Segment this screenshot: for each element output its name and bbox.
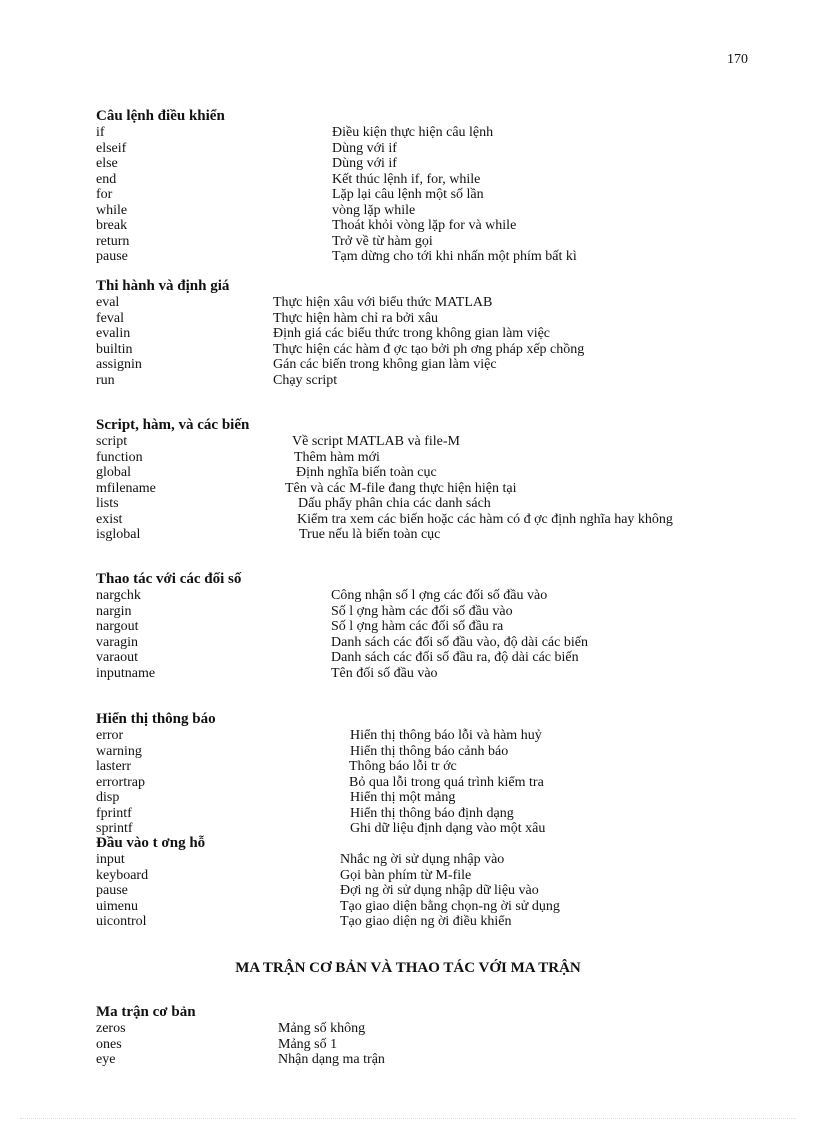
- description: Đợi ng ời sử dụng nhập dữ liệu vào: [340, 883, 539, 898]
- section-scripts-functions: [96, 417, 673, 543]
- list-item: [96, 496, 491, 512]
- list-item: [96, 310, 439, 327]
- list-item: [96, 665, 438, 682]
- description: Ghi dữ liệu định dạng vào một xâu: [350, 821, 546, 836]
- term: return: [96, 233, 130, 249]
- term: errortrap: [96, 774, 145, 790]
- section-heading: Script, hàm, và các biến: [96, 417, 250, 433]
- term: uicontrol: [96, 914, 147, 929]
- description: Gọi bàn phím từ M-file: [340, 867, 472, 883]
- description: Tên và các M-file đang thực hiện hiện tại: [285, 480, 517, 496]
- description: Tạo giao diện bằng chọn-ng ời sử dụng: [340, 898, 560, 914]
- description: Kết thúc lệnh if, for, while: [332, 171, 481, 187]
- list-item: [96, 372, 338, 389]
- description: Định nghĩa biến toàn cục: [296, 465, 437, 480]
- term: sprintf: [96, 821, 133, 836]
- term: function: [96, 449, 143, 465]
- section-evaluation: [96, 278, 585, 388]
- description: True nếu là biến toàn cục: [299, 527, 441, 542]
- term: varagin: [96, 634, 138, 650]
- list-item: [96, 759, 457, 775]
- description: Dùng với if: [332, 156, 397, 171]
- description: Về script MATLAB và file-M: [292, 434, 460, 449]
- list-item: [96, 619, 504, 635]
- description: Nhận dạng ma trận: [278, 1052, 385, 1067]
- term: pause: [96, 883, 128, 898]
- list-item: [96, 326, 551, 342]
- description: Thực hiện xâu với biểu thức MATLAB: [273, 295, 493, 310]
- description: Dùng với if: [332, 140, 397, 156]
- list-item: [96, 1052, 385, 1068]
- section-heading: Câu lệnh điều khiển: [96, 108, 225, 124]
- section-basic-matrices: [96, 1004, 385, 1068]
- term: pause: [96, 249, 128, 264]
- section-control-statements: [96, 108, 577, 265]
- list-item: [96, 774, 544, 791]
- section-messages: [96, 711, 546, 837]
- list-item: [96, 1021, 366, 1037]
- description: Hiển thị một mảng: [350, 790, 456, 805]
- list-item: [96, 233, 433, 250]
- term: for: [96, 187, 113, 202]
- description: Định giá các biểu thức trong không gian làm việc: [273, 326, 551, 341]
- term: if: [96, 125, 105, 140]
- description: Dấu phẩy phân chia các danh sách: [298, 496, 491, 511]
- list-item: [96, 465, 437, 481]
- description: vòng lặp while: [332, 202, 416, 218]
- list-item: [96, 805, 514, 822]
- description: Danh sách các đối số đầu vào, độ dài các biến: [331, 634, 588, 650]
- term: script: [96, 434, 128, 449]
- list-item: [96, 883, 539, 899]
- term: isglobal: [96, 527, 141, 542]
- term: eye: [96, 1052, 116, 1067]
- description: Điều kiện thực hiện câu lệnh: [332, 125, 494, 140]
- description: Gán các biến trong không gian làm việc: [273, 357, 497, 372]
- description: Hiển thị thông báo cảnh báo: [350, 743, 509, 759]
- description: Lặp lại câu lệnh một số lần: [332, 187, 484, 202]
- term: run: [96, 372, 115, 388]
- description: Thoát khỏi vòng lặp for và while: [332, 218, 517, 233]
- list-item: [96, 634, 588, 651]
- description: Tạm dừng cho tới khi nhấn một phím bất kì: [332, 249, 577, 264]
- description: Thực hiện hàm chỉ ra bởi xâu: [273, 310, 439, 326]
- section-heading: Thao tác với các đối số: [96, 571, 242, 587]
- list-item: [96, 790, 456, 806]
- list-item: [96, 341, 585, 358]
- list-item: [96, 1036, 338, 1053]
- term: assignin: [96, 357, 142, 372]
- list-item: [96, 898, 560, 915]
- section-heading: Ma trận cơ bản: [96, 1004, 196, 1020]
- list-item: [96, 511, 673, 528]
- description: Công nhận số l ợng các đối số đầu vào: [331, 588, 548, 603]
- term: ones: [96, 1036, 122, 1052]
- term: evalin: [96, 326, 131, 341]
- description: Nhắc ng ời sử dụng nhập vào: [340, 852, 505, 867]
- list-item: [96, 357, 497, 373]
- term: break: [96, 218, 128, 233]
- list-item: [96, 743, 509, 760]
- description: Thực hiện các hàm đ ợc tạo bởi ph ơng pháp xếp chồng: [273, 341, 585, 357]
- description: Kiểm tra xem các biến hoặc các hàm có đ ợc định nghĩa hay không: [297, 511, 673, 527]
- term: fprintf: [96, 805, 132, 821]
- list-item: [96, 527, 441, 543]
- list-item: [96, 187, 484, 203]
- term: error: [96, 728, 124, 743]
- list-item: [96, 914, 512, 930]
- list-item: [96, 588, 548, 604]
- term: varaout: [96, 650, 138, 665]
- description: Tên đối số đầu vào: [331, 665, 438, 681]
- list-item: [96, 728, 542, 744]
- section-interactive-input: [96, 835, 560, 930]
- description: Thông báo lỗi tr ớc: [349, 759, 457, 774]
- term: warning: [96, 743, 142, 759]
- description: Trở về từ hàm gọi: [332, 233, 433, 249]
- term: eval: [96, 295, 120, 310]
- description: Bỏ qua lỗi trong quá trình kiểm tra: [349, 774, 544, 790]
- description: Hiển thị thông báo lỗi và hàm huỷ: [350, 728, 542, 743]
- list-item: [96, 171, 481, 188]
- section-heading: Đầu vào t ơng hỗ: [96, 835, 206, 851]
- description: Tạo giao diện ng ời điều khiển: [340, 914, 512, 929]
- term: elseif: [96, 140, 127, 156]
- term: global: [96, 465, 131, 480]
- page-bottom-divider: [20, 1118, 796, 1119]
- section-heading: Thi hành và định giá: [96, 278, 230, 294]
- list-item: [96, 650, 579, 666]
- term: feval: [96, 310, 124, 326]
- list-item: [96, 867, 472, 884]
- description: Danh sách các đối số đầu ra, độ dài các biến: [331, 650, 579, 665]
- description: Mảng số không: [278, 1021, 366, 1036]
- term: uimenu: [96, 898, 138, 914]
- term: nargchk: [96, 588, 141, 603]
- term: lasterr: [96, 759, 131, 774]
- term: input: [96, 852, 125, 867]
- term: disp: [96, 790, 120, 805]
- list-item: [96, 434, 460, 450]
- list-item: [96, 140, 397, 157]
- description: Chạy script: [273, 372, 338, 388]
- description: Mảng số 1: [278, 1036, 338, 1052]
- chapter-title: MA TRẬN CƠ BẢN VÀ THAO TÁC VỚI MA TRẬN: [235, 960, 581, 976]
- description: Số l ợng hàm các đối số đầu ra: [331, 619, 504, 634]
- term: end: [96, 171, 117, 187]
- term: inputname: [96, 665, 156, 681]
- term: while: [96, 202, 128, 218]
- list-item: [96, 480, 517, 497]
- term: zeros: [96, 1021, 126, 1036]
- term: nargout: [96, 619, 139, 634]
- list-item: [96, 156, 397, 172]
- list-item: [96, 603, 513, 620]
- page-number: 170: [727, 52, 748, 67]
- description: Số l ợng hàm các đối số đầu vào: [331, 603, 513, 619]
- list-item: [96, 295, 493, 311]
- list-item: [96, 449, 380, 466]
- list-item: [96, 218, 517, 234]
- term: mfilename: [96, 480, 156, 496]
- section-heading: Hiển thị thông báo: [96, 711, 216, 727]
- term: nargin: [96, 603, 132, 619]
- term: else: [96, 156, 118, 171]
- list-item: [96, 852, 505, 868]
- term: lists: [96, 496, 119, 511]
- description: Hiển thị thông báo định dạng: [350, 805, 514, 821]
- term: exist: [96, 511, 123, 527]
- description: Thêm hàm mới: [294, 449, 380, 465]
- term: keyboard: [96, 867, 149, 883]
- list-item: [96, 249, 577, 265]
- list-item: [96, 125, 494, 141]
- list-item: [96, 202, 416, 219]
- section-arguments: [96, 571, 588, 681]
- term: builtin: [96, 341, 133, 357]
